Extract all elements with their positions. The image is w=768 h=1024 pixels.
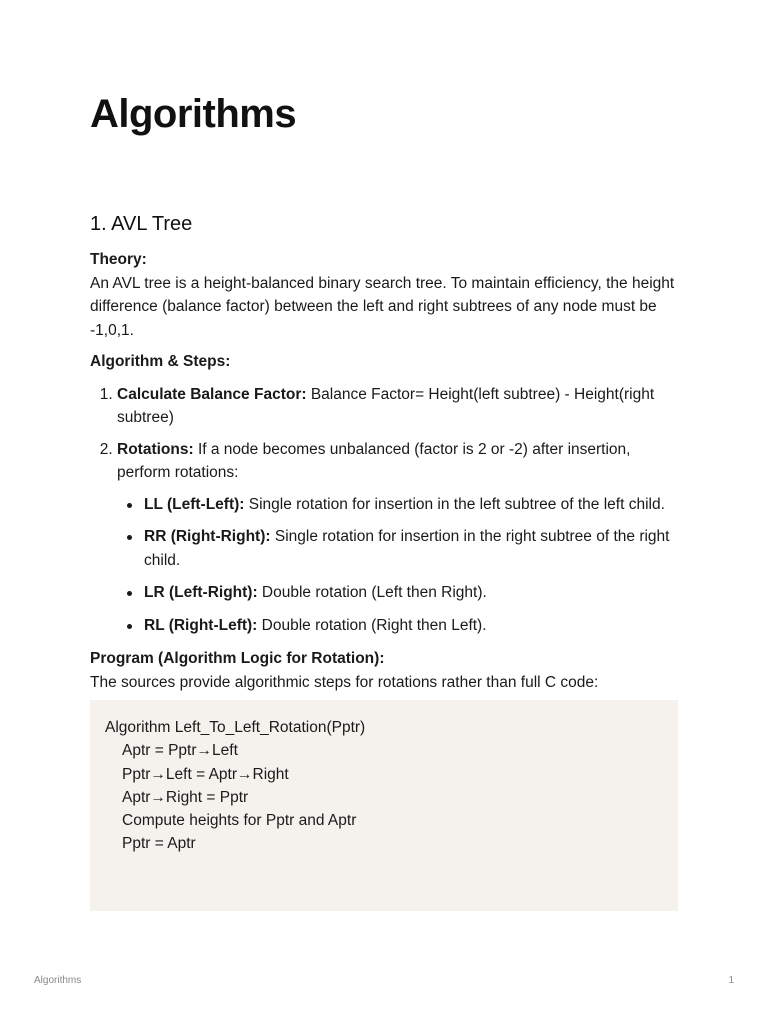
rotations-list	[117, 493, 680, 638]
rotation-text: Single rotation for insertion in the right subtree of the right child.	[144, 528, 670, 569]
section-heading: 1. AVL Tree	[90, 213, 193, 235]
code-block	[90, 700, 678, 911]
footer-title: Algorithms	[34, 975, 82, 986]
step-item	[117, 438, 680, 638]
code-line: Aptr→Right = Pptr	[122, 788, 249, 806]
rotation-text: Double rotation (Left then Right).	[257, 584, 487, 601]
code-line: Pptr→Left = Aptr→Right	[122, 765, 289, 783]
theory-label: Theory:	[90, 251, 147, 268]
step-text: Balance Factor= Height(left subtree) - Height(right subtree)	[117, 385, 655, 426]
rotation-item	[144, 614, 680, 638]
step-text: If a node becomes unbalanced (factor is 2 or -2) after insertion, perform rotations:	[117, 440, 631, 481]
page-number: 1	[728, 975, 734, 986]
code-line: Pptr = Aptr	[122, 835, 196, 853]
algorithm-steps-label: Algorithm & Steps:	[90, 353, 231, 370]
rotation-item	[144, 493, 680, 517]
rotation-item	[144, 525, 680, 572]
code-line: Compute heights for Pptr and Aptr	[122, 812, 357, 830]
code-line: Aptr = Pptr→Left	[122, 742, 238, 760]
rotation-item	[144, 581, 680, 605]
steps-list	[90, 383, 680, 638]
page-title: Algorithms	[90, 92, 297, 136]
code-line: Algorithm Left_To_Left_Rotation(Pptr)	[105, 719, 366, 736]
step-label: Rotations:	[117, 440, 194, 458]
program-label: Program (Algorithm Logic for Rotation):	[90, 650, 385, 667]
rotation-text: Double rotation (Right then Left).	[257, 616, 487, 634]
rotation-label: LL (Left-Left):	[144, 495, 245, 513]
document-body	[90, 210, 680, 911]
rotation-label: LR (Left-Right):	[144, 584, 258, 601]
step-item	[117, 383, 680, 430]
rotation-label: RR (Right-Right):	[144, 528, 271, 545]
theory-text: An AVL tree is a height-balanced binary search tree. To maintain efficiency, the height difference (balance factor) between the left and right subtrees of any node must be -1,0,1.	[90, 274, 675, 339]
rotation-label: RL (Right-Left):	[144, 616, 258, 634]
step-label: Calculate Balance Factor:	[117, 385, 307, 403]
program-intro: The sources provide algorithmic steps for rotations rather than full C code:	[90, 673, 599, 691]
rotation-text: Single rotation for insertion in the left subtree of the left child.	[244, 495, 665, 513]
